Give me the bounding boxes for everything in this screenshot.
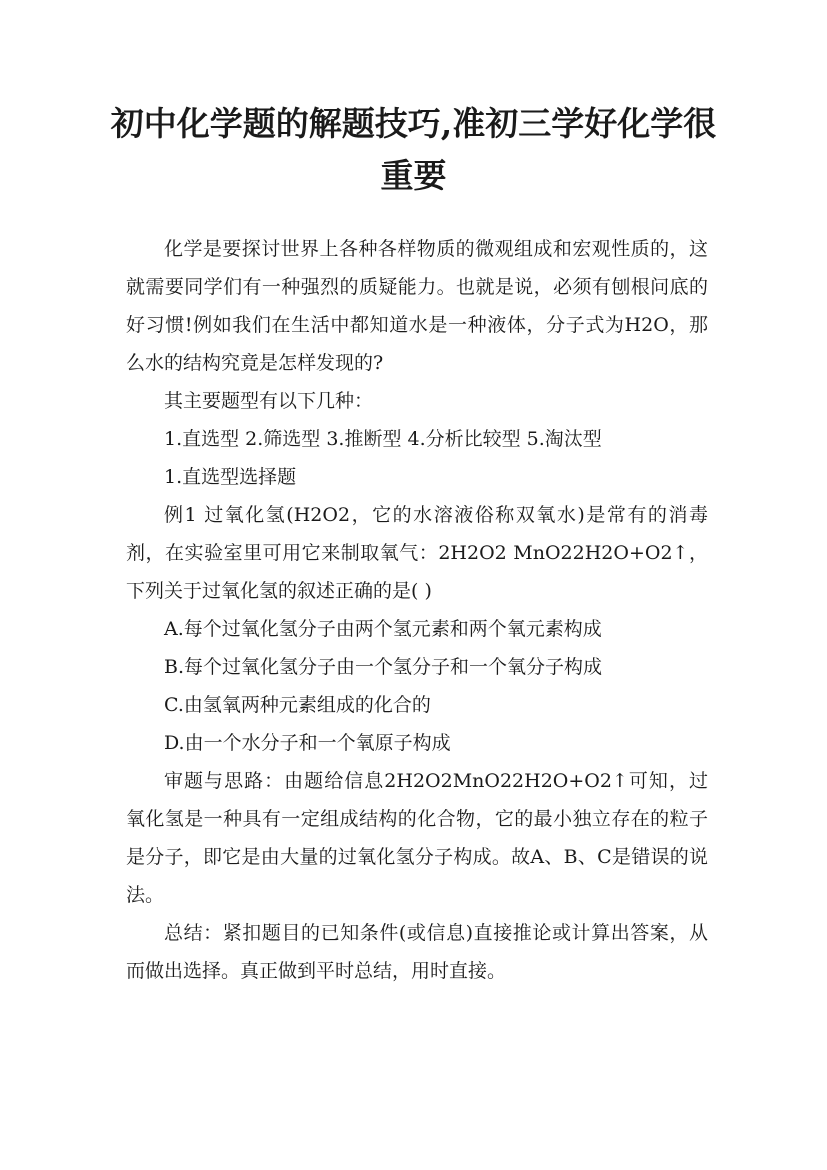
document-body bbox=[126, 230, 708, 990]
paragraph-analysis: 审题与思路：由题给信息2H2O2MnO22H2O+O2↑可知，过氧化氢是一种具有一定组成结构的化合物，它的最小独立存在的粒子是分子，即它是由大量的过氧化氢分子构成。故A、B、C是错误的说法。 bbox=[126, 770, 708, 906]
paragraph-option-d: D.由一个水分子和一个氧原子构成 bbox=[164, 732, 451, 754]
paragraph-section-heading: 1.直选型选择题 bbox=[164, 466, 297, 488]
paragraph-example-question: 例1 过氧化氢(H2O2，它的水溶液俗称双氧水)是常有的消毒剂，在实验室里可用它来制取氧气：2H2O2 MnO22H2O+O2↑，下列关于过氧化氢的叙述正确的是( ) bbox=[126, 504, 708, 602]
paragraph-option-a: A.每个过氧化氢分子由两个氢元素和两个氧元素构成 bbox=[164, 618, 602, 640]
document-title: 初中化学题的解题技巧,准初三学好化学很重要 bbox=[110, 104, 717, 195]
paragraph-summary: 总结：紧扣题目的已知条件(或信息)直接推论或计算出答案，从而做出选择。真正做到平时总结，用时直接。 bbox=[126, 922, 708, 982]
paragraph-option-c: C.由氢氧两种元素组成的化合的 bbox=[164, 694, 431, 716]
paragraph-types-list: 1.直选型 2.筛选型 3.推断型 4.分析比较型 5.淘汰型 bbox=[164, 428, 602, 450]
paragraph-intro: 化学是要探讨世界上各种各样物质的微观组成和宏观性质的，这就需要同学们有一种强烈的质疑能力。也就是说，必须有刨根问底的好习惯!例如我们在生活中都知道水是一种液体，分子式为H2O，那么水的结构究竟是怎样发现的? bbox=[126, 238, 708, 374]
paragraph-option-b: B.每个过氧化氢分子由一个氢分子和一个氧分子构成 bbox=[164, 656, 603, 678]
paragraph-types-heading: 其主要题型有以下几种： bbox=[164, 390, 374, 412]
